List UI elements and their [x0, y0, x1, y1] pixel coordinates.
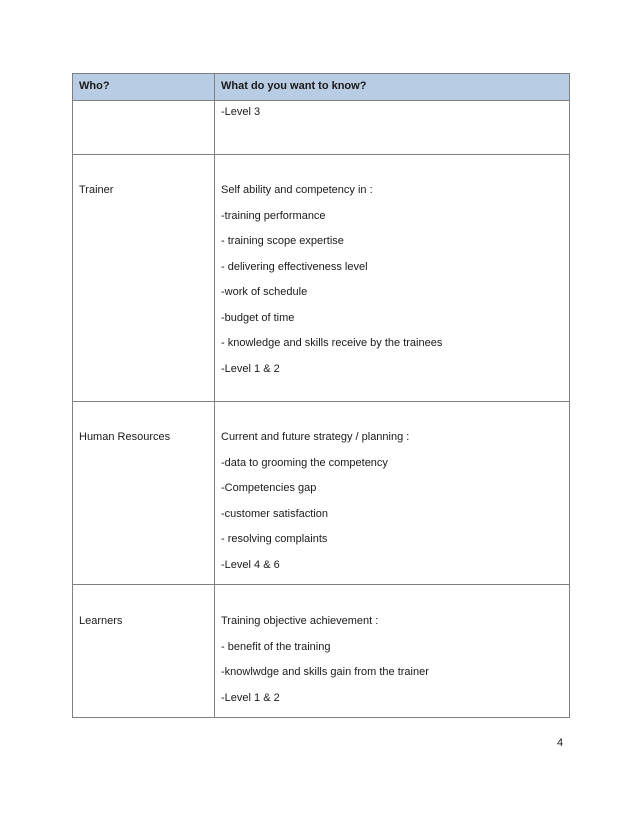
list-item: -Level 1 & 2: [221, 691, 280, 704]
list-item: Self ability and competency in :: [221, 184, 373, 196]
list-item: - delivering effectiveness level: [221, 260, 368, 273]
list-item: -customer satisfaction: [221, 507, 328, 520]
list-item: -data to grooming the competency: [221, 456, 388, 469]
list-item: -Level 4 & 6: [221, 558, 280, 571]
list-item: - training scope expertise: [221, 235, 344, 247]
who-cell: Trainer: [73, 155, 215, 402]
list-item: Training objective achievement :: [221, 615, 379, 627]
header-who: Who?: [73, 74, 215, 101]
table-row: [73, 101, 570, 155]
list-item: -knowlwdge and skills gain from the trainer: [221, 666, 429, 678]
table-header-row: [73, 74, 570, 101]
what-cell: [215, 155, 570, 402]
header-what: What do you want to know?: [215, 74, 570, 101]
list-item: -Competencies gap: [221, 482, 317, 494]
list-item: -budget of time: [221, 311, 295, 324]
list-item: - resolving complaints: [221, 533, 328, 545]
what-cell: [215, 585, 570, 718]
table-row: [73, 155, 570, 402]
list-item: -work of schedule: [221, 286, 308, 298]
evaluation-table: [72, 73, 570, 718]
who-cell: Human Resources: [73, 402, 215, 585]
who-cell: [73, 101, 215, 155]
list-item: Current and future strategy / planning :: [221, 431, 410, 443]
table-row: [73, 402, 570, 585]
what-cell: [215, 101, 570, 155]
list-item: -Level 1 & 2: [221, 362, 280, 375]
list-item: - knowledge and skills receive by the trainees: [221, 337, 443, 349]
list-item: - benefit of the training: [221, 640, 331, 653]
list-item: -training performance: [221, 209, 326, 222]
page-number: 4: [557, 737, 564, 749]
who-cell: Learners: [73, 585, 215, 718]
list-item: -Level 3: [221, 106, 261, 118]
what-cell: [215, 402, 570, 585]
table-row: [73, 585, 570, 718]
